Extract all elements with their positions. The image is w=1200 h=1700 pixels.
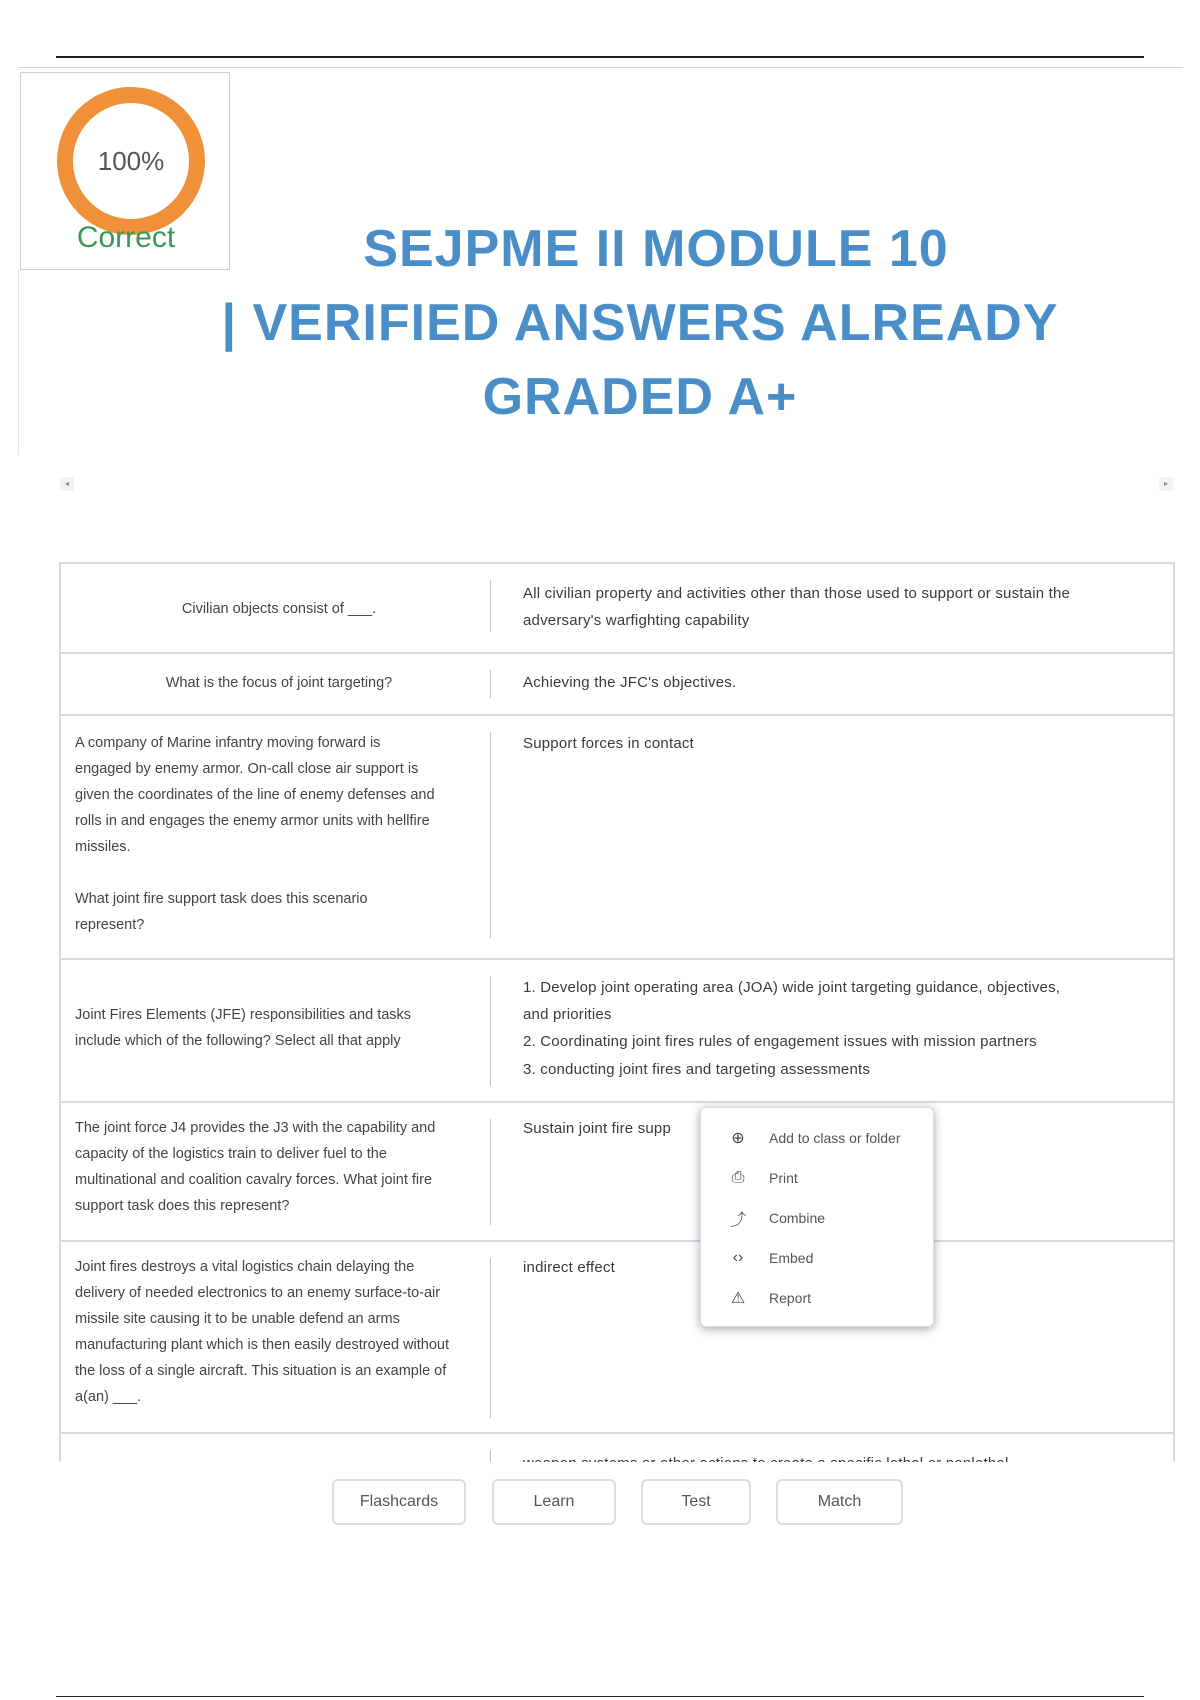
menu-item-label: Print bbox=[769, 1170, 798, 1186]
terms-table bbox=[59, 562, 1175, 1462]
bottom-rule bbox=[56, 1696, 1144, 1697]
combine-icon: ⤴ bbox=[729, 1211, 746, 1229]
report-icon: ⚠ bbox=[730, 1290, 746, 1307]
title-line-3: GRADED A+ bbox=[482, 368, 798, 426]
test-button[interactable]: Test bbox=[641, 1479, 751, 1525]
next-arrow-icon[interactable]: ▸ bbox=[1159, 477, 1173, 491]
prev-arrow-icon[interactable]: ◂ bbox=[60, 477, 74, 491]
definition-line: 2. Coordinating joint fires rules of engagement issues with mission partners bbox=[523, 1033, 1037, 1050]
table-row bbox=[61, 960, 1175, 1103]
page-title bbox=[160, 212, 1120, 434]
definition-cell: Achieving the JFC's objectives. bbox=[523, 674, 737, 691]
term-cell: The joint force J4 provides the J3 with the capability and capacity of the logistics train to deliver fuel to the multinational and coalition cavalry forces. What joint fire support task does this represent? bbox=[75, 1120, 436, 1214]
table-row bbox=[61, 1103, 1175, 1242]
menu-item-label: Embed bbox=[769, 1250, 814, 1266]
menu-item-print[interactable] bbox=[727, 1166, 927, 1190]
column-divider bbox=[490, 1258, 491, 1418]
add-circle-icon: ⊕ bbox=[731, 1130, 745, 1147]
table-row bbox=[61, 1242, 1175, 1434]
context-menu bbox=[700, 1107, 934, 1327]
table-row bbox=[61, 716, 1175, 960]
definition-line: 1. Develop joint operating area (JOA) wide joint targeting guidance, objectives, and priorities bbox=[523, 979, 1061, 1023]
term-cell: Joint fires destroys a vital logistics chain delaying the delivery of needed electronics to an enemy surface-to-air missile site causing it to be unable defend an arms manufacturing plant which is then easily destroyed without the loss of a single aircraft. This situation is an example of a(an) ___. bbox=[75, 1259, 449, 1405]
print-icon: ⎙ bbox=[731, 1169, 745, 1186]
score-percent: 100% bbox=[97, 145, 165, 176]
table-row bbox=[61, 654, 1175, 716]
column-divider bbox=[490, 670, 491, 698]
term-cell: Joint Fires Elements (JFE) responsibilities and tasks include which of the following? Select all that apply bbox=[75, 1007, 412, 1049]
definition-line: 3. conducting joint fires and targeting assessments bbox=[523, 1061, 871, 1078]
menu-item-label: Add to class or folder bbox=[769, 1130, 901, 1146]
match-button[interactable]: Match bbox=[776, 1479, 903, 1525]
column-divider bbox=[490, 976, 491, 1086]
menu-item-report[interactable] bbox=[727, 1286, 927, 1310]
learn-button[interactable]: Learn bbox=[492, 1479, 616, 1525]
title-line-1: SEJPME II MODULE 10 bbox=[363, 220, 949, 278]
embed-icon: ‹› bbox=[732, 1249, 744, 1266]
definition-cell: Support forces in contact bbox=[523, 735, 694, 752]
term-cell: A company of Marine infantry moving forward is engaged by enemy armor. On-call close air support is given the coordinates of the line of enemy defenses and rolls in and engages the enemy armor units with hellfire missiles. bbox=[75, 735, 435, 855]
column-divider bbox=[490, 732, 491, 938]
top-rule bbox=[56, 56, 1144, 58]
term-cell: Civilian objects consist of ___. bbox=[181, 601, 377, 617]
menu-item-embed[interactable] bbox=[727, 1246, 927, 1270]
title-line-2: | VERIFIED ANSWERS ALREADY bbox=[221, 294, 1059, 352]
menu-item-label: Report bbox=[769, 1290, 812, 1306]
menu-item-label: Combine bbox=[769, 1210, 826, 1226]
header-divider bbox=[18, 67, 1183, 68]
score-label: Correct bbox=[76, 221, 176, 254]
flashcards-button[interactable]: Flashcards bbox=[332, 1479, 466, 1525]
term-followup: What joint fire support task does this scenario represent? bbox=[75, 891, 368, 933]
definition-cell: All civilian property and activities other than those used to support or sustain the adversary's warfighting capability bbox=[523, 585, 1071, 629]
menu-item-combine[interactable] bbox=[727, 1206, 927, 1230]
term-cell: What is the focus of joint targeting? bbox=[165, 675, 393, 691]
left-edge-line bbox=[18, 270, 19, 455]
table-row bbox=[61, 564, 1175, 654]
definition-cell: indirect effect bbox=[523, 1259, 615, 1276]
menu-item-add-to-class[interactable] bbox=[727, 1126, 927, 1150]
column-divider bbox=[490, 580, 491, 632]
study-mode-bar bbox=[59, 1462, 1175, 1524]
column-divider bbox=[490, 1119, 491, 1225]
definition-cell: Sustain joint fire supp bbox=[523, 1120, 672, 1137]
